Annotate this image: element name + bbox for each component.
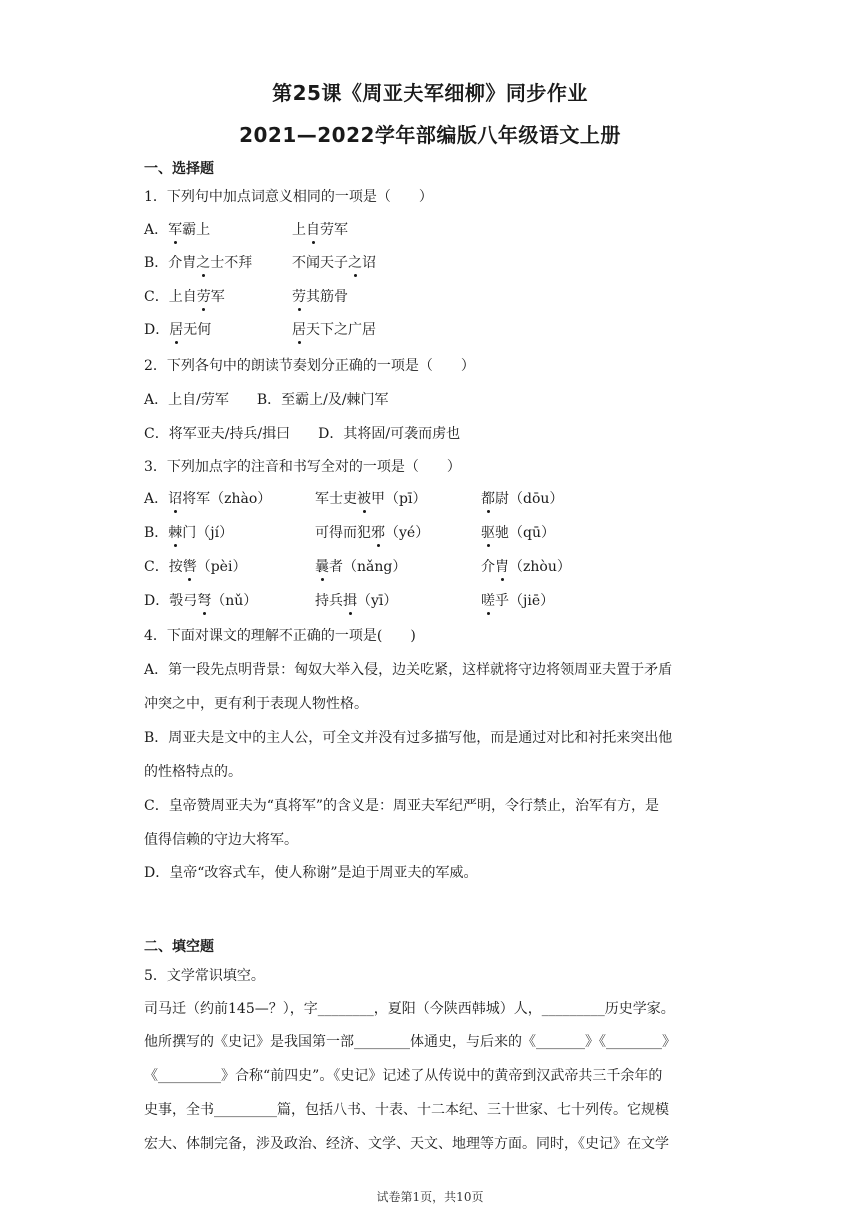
- q3-option-b-col2: 可得而犯邪（yé）: [315, 522, 429, 542]
- q3-option-c-col3: 介胄（zhòu）: [481, 556, 571, 576]
- section-choice-heading: 一、选择题: [144, 161, 214, 177]
- page-title: 第25课《周亚夫军细柳》同步作业: [272, 81, 588, 105]
- q5-line-2: 他所撰写的《史记》是我国第一部________体通史，与后来的《_______》《________》: [144, 1034, 676, 1050]
- q4-option-b-line2: 的性格特点的。: [144, 764, 242, 780]
- q2-options-ab: A．上自/劳军 B．至霸上/及/棘门军: [144, 392, 389, 408]
- q1-option-b-right: 不闻天子之诏: [292, 252, 376, 272]
- q3-stem: 3．下列加点字的注音和书写全对的一项是（ ）: [144, 459, 461, 475]
- q4-option-a-line1: A．第一段先点明背景：匈奴大举入侵，边关吃紧，这样就将守边将领周亚夫置于矛盾: [144, 662, 673, 678]
- page-subtitle: 2021—2022学年部编版八年级语文上册: [239, 123, 621, 147]
- q1-stem: 1．下列句中加点词意义相同的一项是（ ）: [144, 189, 433, 205]
- q3-option-d-col2: 持兵揖（yī）: [315, 590, 397, 610]
- q5-line-1: 司马迁（约前145—？），字________，夏阳（今陕西韩城）人，_________历史学家。: [144, 1001, 675, 1017]
- q3-option-c: C．按辔（pèi）: [144, 556, 246, 576]
- q3-option-d-col3: 嗟乎（jiē）: [481, 590, 554, 610]
- q4-option-b-line1: B．周亚夫是文中的主人公，可全文并没有过多描写他，而是通过对比和衬托来突出他: [144, 730, 673, 746]
- q1-option-c-right: 劳其筋骨: [292, 286, 348, 306]
- q4-option-c-line1: C．皇帝赞周亚夫为“真将军”的含义是：周亚夫军纪严明，令行禁止，治军有方，是: [144, 798, 660, 814]
- q4-option-d: D．皇帝“改容式车，使人称谢”是迫于周亚夫的军威。: [144, 865, 478, 881]
- page-footer: 试卷第1页，共10页: [376, 1190, 484, 1204]
- q1-option-d: D．居无何: [144, 319, 211, 339]
- q3-option-c-col2: 曩者（nǎng）: [315, 556, 406, 576]
- q3-option-d: D．彀弓弩（nǔ）: [144, 590, 257, 610]
- q3-option-b-col3: 驱驰（qū）: [481, 522, 555, 542]
- q1-option-a-right: 上自劳军: [292, 219, 348, 239]
- q3-option-b: B．棘门（jí）: [144, 522, 233, 542]
- q3-option-a-col3: 都尉（dōu）: [481, 488, 563, 508]
- section-fill-heading: 二、填空题: [144, 939, 214, 955]
- q2-options-cd: C．将军亚夫/持兵/揖曰 D．其将固/可袭而虏也: [144, 426, 461, 442]
- q3-option-a: A．诏将军（zhào）: [144, 488, 271, 508]
- q3-option-a-col2: 军士吏被甲（pī）: [315, 488, 426, 508]
- q1-option-d-right: 居天下之广居: [292, 319, 376, 339]
- q5-line-3: 《_________》合称“前四史”。《史记》记述了从传说中的黄帝到汉武帝共三千余年的: [144, 1068, 663, 1084]
- q1-option-b: B．介胄之士不拜: [144, 252, 252, 272]
- q4-stem: 4．下面对课文的理解不正确的一项是( ): [144, 628, 416, 644]
- q5-line-4: 史事，全书_________篇，包括八书、十表、十二本纪、三十世家、七十列传。它规模: [144, 1102, 669, 1118]
- q2-stem: 2．下列各句中的朗读节奏划分正确的一项是（ ）: [144, 358, 475, 374]
- q4-option-a-line2: 冲突之中，更有利于表现人物性格。: [144, 696, 368, 712]
- q5-stem: 5．文学常识填空。: [144, 968, 265, 984]
- q1-option-a: A．军霸上: [144, 219, 210, 239]
- q1-option-c: C．上自劳军: [144, 286, 225, 306]
- q4-option-c-line2: 值得信赖的守边大将军。: [144, 832, 298, 848]
- q5-line-5: 宏大、体制完备，涉及政治、经济、文学、天文、地理等方面。同时，《史记》在文学: [144, 1136, 669, 1152]
